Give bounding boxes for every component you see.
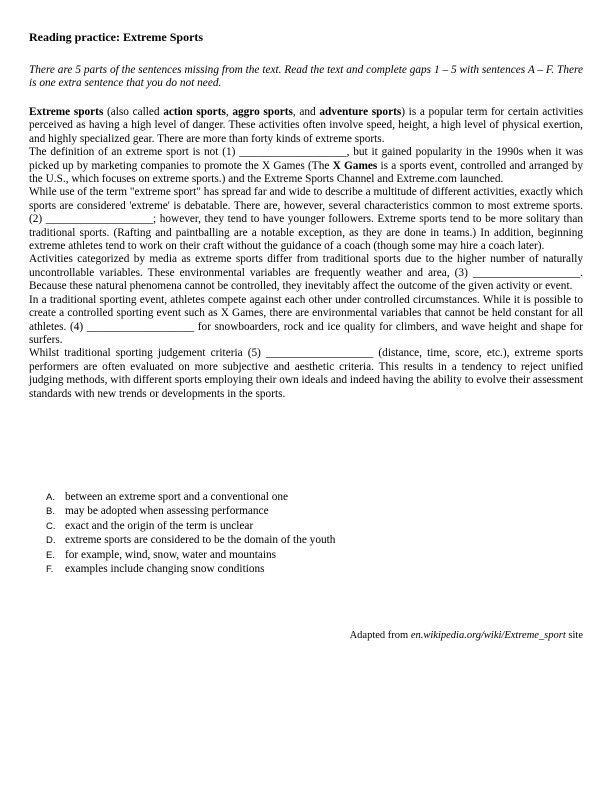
bold-term: action sports bbox=[163, 106, 226, 118]
text-run: While use of the term "extreme sport" has spread far and wide to describe a multitude of different activities, exactly which sports are considered 'extreme' is debatable. There are, however, several characteristics common to most extreme sports. (2) ___________________; however, they tend to have younger followers. Extreme sports tend to be more solitary than traditional sports. (Rafting and paintballing are a notable exception, as they are done in teams.) In addition, beginning extreme athletes tend to work on their craft without the guidance of a coach (though some may hire a coach later). bbox=[29, 186, 583, 253]
bold-term: Extreme sports bbox=[29, 106, 104, 118]
option-text: extreme sports are considered to be the domain of the youth bbox=[65, 534, 336, 547]
text-run: The definition of an extreme sport is not (1) ___________________, but it gained popularity in the 1990s when it was picked up by marketing companies to promote the X Games (The bbox=[29, 146, 583, 172]
bold-term: aggro sports bbox=[232, 106, 293, 118]
answer-options-list bbox=[46, 490, 566, 576]
option-letter: C. bbox=[46, 520, 56, 532]
page-title: Reading practice: Extreme Sports bbox=[29, 30, 204, 44]
article-body bbox=[29, 106, 583, 401]
answer-option bbox=[46, 548, 566, 562]
option-letter: B. bbox=[46, 506, 55, 518]
text-run: , bbox=[225, 106, 233, 118]
source-prefix: Adapted from bbox=[349, 630, 411, 641]
answer-option bbox=[46, 519, 566, 533]
option-text: examples include changing snow conditions bbox=[65, 562, 265, 575]
option-letter: A. bbox=[46, 492, 55, 503]
article-paragraph bbox=[29, 146, 583, 186]
option-text: for example, wind, snow, water and mountains bbox=[65, 548, 277, 561]
option-text: may be adopted when assessing performance bbox=[65, 505, 269, 518]
source-url: en.wikipedia.org/wiki/Extreme_sport bbox=[410, 630, 566, 641]
option-letter: E. bbox=[46, 549, 55, 561]
text-run: Activities categorized by media as extreme sports differ from traditional sports due to the higher number of naturally uncontrollable variables. These environmental variables are frequently weather and area, (3) ___________________. Because these natural phenomena cannot be controlled, they inevitably affect the outcome of the given activity or event. bbox=[29, 253, 583, 293]
answer-option bbox=[46, 562, 566, 576]
article-paragraph bbox=[29, 106, 583, 146]
text-run: , and bbox=[292, 106, 320, 118]
option-letter: F. bbox=[46, 563, 54, 575]
answer-option bbox=[46, 490, 566, 504]
article-paragraph bbox=[29, 186, 583, 253]
option-letter: D. bbox=[46, 535, 56, 547]
text-run: Whilst traditional sporting judgement criteria (5) ___________________ (distance, time, score, etc.), extreme sports performers are often evaluated on more subjective and aesthetic criteria. This results in a tendency to reject unified judging methods, with different sports employing their own ideals and indeed having the ability to evolve their assessment standards with new trends or developments in the sports. bbox=[29, 347, 583, 400]
article-paragraph bbox=[29, 253, 583, 293]
source-suffix: site bbox=[565, 630, 583, 641]
answer-option bbox=[46, 504, 566, 518]
article-paragraph bbox=[29, 294, 583, 348]
article-paragraph bbox=[29, 347, 583, 401]
text-run: is a sports event, controlled and arranged by the U.S., which focuses on extreme sports.) and the Extreme Sports Channel and Extreme.com launched. bbox=[29, 159, 583, 186]
bold-term: X Games bbox=[332, 159, 378, 172]
text-run: (also called bbox=[103, 106, 164, 118]
instructions: There are 5 parts of the sentences missing from the text. Read the text and complete gaps 1 – 5 with sentences A – F. There is one extra sentence that you do not need. bbox=[29, 64, 583, 90]
option-text: exact and the origin of the term is unclear bbox=[65, 519, 254, 532]
text-run: In a traditional sporting event, athletes compete against each other under controlled circumstances. While it is possible to create a controlled sporting event such as X Games, there are environmental variables that cannot be held constant for all athletes. (4) ___________________ for snowboarders, rock and ice quality for climbers, and wave height and shape for surfers. bbox=[29, 293, 583, 346]
option-text: between an extreme sport and a conventional one bbox=[65, 491, 289, 503]
answer-option bbox=[46, 533, 566, 547]
text-run: ) is a popular term for certain activities perceived as having a high level of danger. These activities often involve speed, height, a high level of physical exertion, and highly specialized gear. There are more than forty kinds of extreme sports. bbox=[29, 106, 583, 145]
bold-term: adventure sports bbox=[319, 106, 402, 118]
source-attribution bbox=[350, 630, 583, 641]
